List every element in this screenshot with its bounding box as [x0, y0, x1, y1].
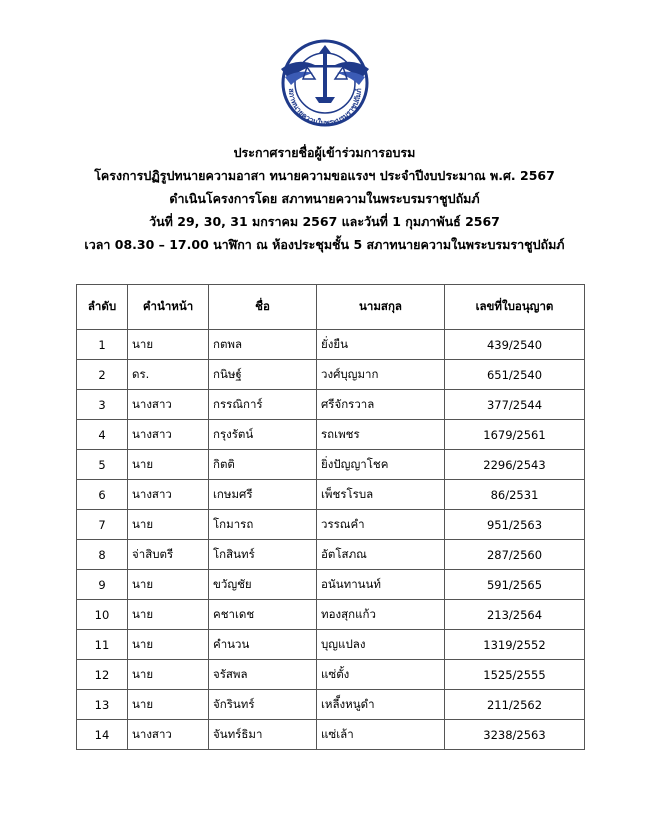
cell-license-no: 651/2540 [445, 360, 585, 390]
cell-title: นาย [128, 690, 209, 720]
cell-title: นางสาว [128, 420, 209, 450]
cell-license-no: 3238/2563 [445, 720, 585, 750]
cell-title: นางสาว [128, 390, 209, 420]
cell-order: 2 [77, 360, 128, 390]
cell-license-no: 951/2563 [445, 510, 585, 540]
council-logo [275, 39, 375, 127]
header-title: คำนำหน้า [128, 285, 209, 330]
cell-order: 8 [77, 540, 128, 570]
cell-last-name: ทองสุกแก้ว [317, 600, 445, 630]
cell-first-name: โกสินทร์ [209, 540, 317, 570]
header-first-name: ชื่อ [209, 285, 317, 330]
cell-first-name: โกมารถ [209, 510, 317, 540]
table-row [77, 570, 585, 600]
cell-first-name: กนิษฐ์ [209, 360, 317, 390]
cell-title: นาย [128, 510, 209, 540]
cell-order: 13 [77, 690, 128, 720]
cell-first-name: กรรณิการ์ [209, 390, 317, 420]
cell-order: 7 [77, 510, 128, 540]
cell-last-name: ยิ่งปัญญาโชค [317, 450, 445, 480]
cell-last-name: อัตโสภณ [317, 540, 445, 570]
cell-last-name: วรรณคำ [317, 510, 445, 540]
header-last-name: นามสกุล [317, 285, 445, 330]
cell-license-no: 1679/2561 [445, 420, 585, 450]
table-header-row [77, 285, 585, 330]
participant-table [76, 284, 585, 750]
lawyers-council-emblem-icon [275, 39, 375, 127]
cell-title: นาย [128, 630, 209, 660]
cell-last-name: เหลี็งหนูดำ [317, 690, 445, 720]
cell-last-name: ยั่งยืน [317, 330, 445, 360]
cell-license-no: 2296/2543 [445, 450, 585, 480]
cell-first-name: คชาเดช [209, 600, 317, 630]
cell-license-no: 287/2560 [445, 540, 585, 570]
announcement-title: ประกาศรายชื่อผู้เข้าร่วมการอบรม [233, 145, 416, 160]
cell-last-name: วงศ์บุญมาก [317, 360, 445, 390]
organizer-line: ดำเนินโครงการโดย สภาทนายความในพระบรมราชูปถัมภ์ [169, 191, 480, 206]
cell-license-no: 1319/2552 [445, 630, 585, 660]
cell-title: นาย [128, 570, 209, 600]
cell-last-name: บุญแปลง [317, 630, 445, 660]
project-name: โครงการปฏิรูปทนายความอาสา ทนายความขอแรงฯ ประจำปีงบประมาณ พ.ศ. 2567 [94, 168, 555, 183]
table-row [77, 600, 585, 630]
table-row [77, 390, 585, 420]
cell-order: 11 [77, 630, 128, 660]
cell-last-name: แซ่เล้า [317, 720, 445, 750]
cell-license-no: 591/2565 [445, 570, 585, 600]
header-order: ลำดับ [77, 285, 128, 330]
cell-order: 5 [77, 450, 128, 480]
cell-order: 14 [77, 720, 128, 750]
cell-first-name: จรัสพล [209, 660, 317, 690]
cell-first-name: คำนวน [209, 630, 317, 660]
logo-text: สภาทนายความในพระบรมราชูปถัมภ์ [286, 88, 364, 127]
cell-last-name: แซ่ตั้ง [317, 660, 445, 690]
table-row [77, 330, 585, 360]
cell-license-no: 439/2540 [445, 330, 585, 360]
cell-license-no: 377/2544 [445, 390, 585, 420]
table-row [77, 420, 585, 450]
cell-title: จ่าสิบตรี [128, 540, 209, 570]
cell-license-no: 213/2564 [445, 600, 585, 630]
cell-license-no: 1525/2555 [445, 660, 585, 690]
cell-title: นางสาว [128, 480, 209, 510]
cell-order: 1 [77, 330, 128, 360]
time-venue-line: เวลา 08.30 – 17.00 นาฬิกา ณ ห้องประชุมชั้น 5 สภาทนายความในพระบรมราชูปถัมภ์ [84, 237, 565, 252]
cell-title: นางสาว [128, 720, 209, 750]
cell-first-name: เกษมศรี [209, 480, 317, 510]
table-row [77, 720, 585, 750]
cell-first-name: กรุงรัตน์ [209, 420, 317, 450]
cell-last-name: อนันทานนท์ [317, 570, 445, 600]
cell-last-name: รถเพชร [317, 420, 445, 450]
date-line: วันที่ 29, 30, 31 มกราคม 2567 และวันที่ 1 กุมภาพันธ์ 2567 [149, 214, 500, 229]
table-row [77, 510, 585, 540]
cell-title: นาย [128, 330, 209, 360]
table-row [77, 690, 585, 720]
cell-first-name: จักรินทร์ [209, 690, 317, 720]
cell-license-no: 211/2562 [445, 690, 585, 720]
cell-order: 9 [77, 570, 128, 600]
cell-first-name: กตพล [209, 330, 317, 360]
cell-license-no: 86/2531 [445, 480, 585, 510]
cell-order: 3 [77, 390, 128, 420]
table-row [77, 540, 585, 570]
cell-title: นาย [128, 450, 209, 480]
cell-order: 6 [77, 480, 128, 510]
cell-last-name: ศรีจักรวาล [317, 390, 445, 420]
cell-title: นาย [128, 600, 209, 630]
table-row [77, 660, 585, 690]
table-row [77, 450, 585, 480]
cell-first-name: กิตติ [209, 450, 317, 480]
cell-last-name: เพ็ชรโรบล [317, 480, 445, 510]
cell-first-name: ขวัญชัย [209, 570, 317, 600]
cell-first-name: จันทร์ธิมา [209, 720, 317, 750]
table-row [77, 630, 585, 660]
table-row [77, 360, 585, 390]
cell-title: นาย [128, 660, 209, 690]
cell-order: 12 [77, 660, 128, 690]
cell-order: 10 [77, 600, 128, 630]
cell-order: 4 [77, 420, 128, 450]
header-license-no: เลขที่ใบอนุญาต [445, 285, 585, 330]
table-row [77, 480, 585, 510]
cell-title: ดร. [128, 360, 209, 390]
